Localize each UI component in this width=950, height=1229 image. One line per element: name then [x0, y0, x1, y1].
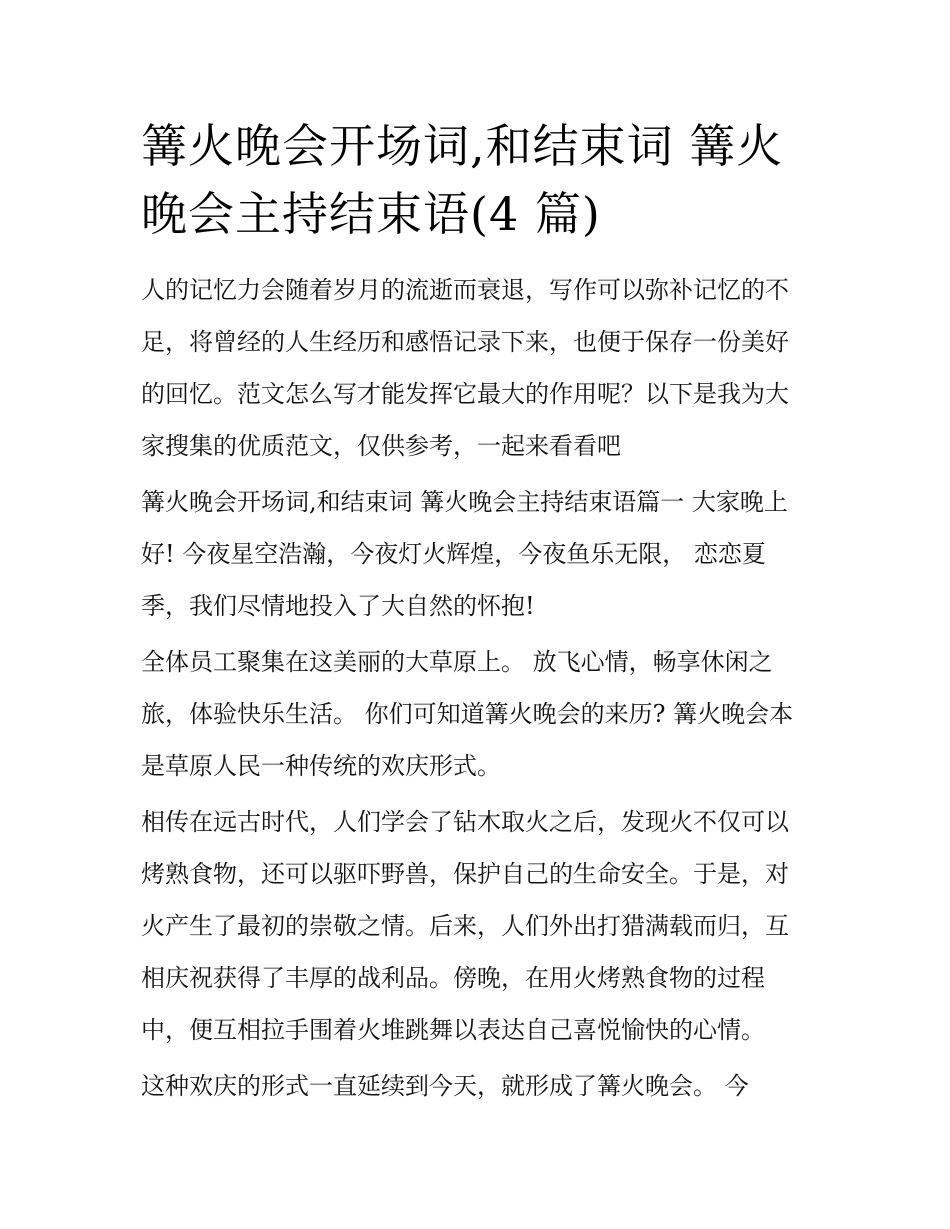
title-line: 篝火晚会开场词,和结束词 篝火 [141, 119, 784, 173]
intro-paragraph [141, 264, 813, 472]
history-paragraph [141, 796, 813, 1056]
document-page [141, 112, 813, 1116]
text-line: 烤熟食物，还可以驱吓野兽，保护自己的生命安全。于是，对 [141, 860, 789, 888]
tradition-paragraph [141, 1060, 813, 1112]
document-body [141, 264, 813, 1112]
text-line: 火产生了最初的崇敬之情。后来，人们外出打猎满载而归，互 [141, 912, 789, 940]
title-line: 晚会主持结束语(4 篇) [141, 187, 601, 241]
text-line: 这种欢庆的形式一直延续到今天，就形成了篝火晚会。 今 [141, 1072, 749, 1100]
text-line: 人的记忆力会随着岁月的流逝而衰退，写作可以弥补记忆的不 [141, 276, 789, 304]
text-line: 足，将曾经的人生经历和感悟记录下来，也便于保存一份美好 [141, 328, 789, 356]
text-line: 全体员工聚集在这美丽的大草原上。 放飞心情，畅享休闲之 [141, 648, 773, 676]
text-line: 相传在远古时代，人们学会了钻木取火之后，发现火不仅可以 [141, 808, 789, 836]
document-title [141, 112, 813, 248]
text-line: 是草原人民一种传统的欢庆形式。 [141, 752, 501, 780]
text-line: 的回忆。范文怎么写才能发挥它最大的作用呢？以下是我为大 [141, 380, 789, 408]
text-line: 中，便互相拉手围着火堆跳舞以表达自己喜悦愉快的心情。 [141, 1016, 765, 1044]
section-one-paragraph [141, 476, 813, 632]
gathering-paragraph [141, 636, 813, 792]
text-line: 相庆祝获得了丰厚的战利品。傍晚，在用火烤熟食物的过程 [141, 964, 765, 992]
text-line: 家搜集的优质范文，仅供参考，一起来看看吧 [141, 432, 621, 460]
text-line: 季，我们尽情地投入了大自然的怀抱! [141, 592, 535, 620]
text-line: 篝火晚会开场词,和结束词 篝火晚会主持结束语篇一 大家晚上 [141, 488, 788, 516]
text-line: 好! 今夜星空浩瀚，今夜灯火辉煌，今夜鱼乐无限， 恋恋夏 [141, 540, 766, 568]
text-line: 旅，体验快乐生活。 你们可知道篝火晚会的来历? 篝火晚会本 [141, 700, 794, 728]
